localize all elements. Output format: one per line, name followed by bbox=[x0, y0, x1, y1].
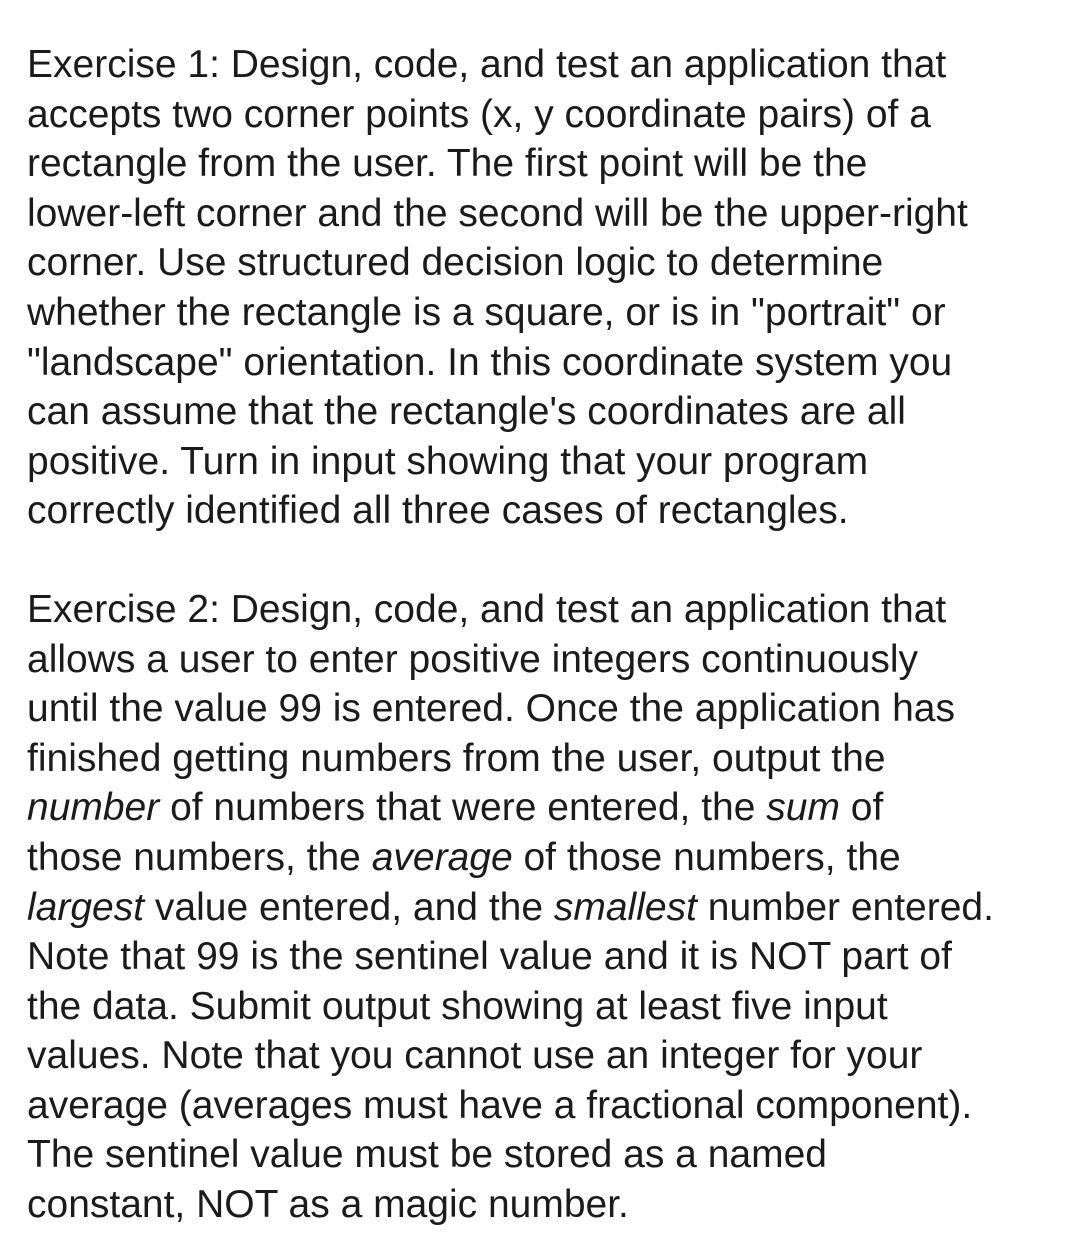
exercise-1-line: positive. Turn in input showing that your program bbox=[27, 439, 869, 483]
exercise-1-line: correctly identified all three cases of rectangles. bbox=[27, 489, 849, 533]
exercise-2-line bbox=[27, 783, 1067, 833]
text-run: those numbers, the bbox=[27, 835, 372, 879]
exercise-2-line: the data. Submit output showing at least five input bbox=[27, 984, 888, 1028]
text-run: value entered, and the bbox=[144, 885, 554, 929]
document bbox=[27, 40, 1067, 1230]
exercise-2-line: finished getting numbers from the user, output the bbox=[27, 736, 886, 780]
emphasis-average: average bbox=[371, 835, 513, 879]
emphasis-largest: largest bbox=[27, 885, 145, 929]
exercise-2-line: allows a user to enter positive integers continuously bbox=[27, 637, 918, 681]
emphasis-sum: sum bbox=[766, 786, 840, 830]
exercise-2-line: Note that 99 is the sentinel value and it is NOT part of bbox=[27, 935, 952, 979]
exercise-1-line: whether the rectangle is a square, or is in "portrait" or bbox=[27, 290, 946, 334]
exercise-2-line: values. Note that you cannot use an integer for your bbox=[27, 1034, 923, 1078]
exercise-2-line bbox=[27, 883, 1067, 933]
exercise-1-line: Exercise 1: Design, code, and test an application that bbox=[27, 43, 947, 86]
exercise-2-line: average (averages must have a fractional component). bbox=[27, 1083, 973, 1127]
exercise-1-line: rectangle from the user. The first point will be the bbox=[27, 142, 868, 186]
exercise-2-line: Exercise 2: Design, code, and test an application that bbox=[27, 587, 947, 631]
exercise-1-line: can assume that the rectangle's coordinates are all bbox=[27, 390, 906, 434]
emphasis-number: number bbox=[27, 786, 160, 830]
exercise-1-line: corner. Use structured decision logic to determine bbox=[27, 241, 884, 285]
exercise-2-paragraph bbox=[27, 585, 1067, 1230]
text-run: of those numbers, the bbox=[512, 835, 901, 879]
exercise-2-line: until the value 99 is entered. Once the application has bbox=[27, 687, 955, 731]
text-run: of numbers that were entered, the bbox=[159, 786, 767, 830]
exercise-1-paragraph bbox=[27, 40, 1067, 536]
exercise-1-line: "landscape" orientation. In this coordinate system you bbox=[27, 340, 953, 384]
emphasis-smallest: smallest bbox=[553, 885, 697, 929]
exercise-2-line: The sentinel value must be stored as a named bbox=[27, 1133, 827, 1177]
exercise-1-line: accepts two corner points (x, y coordinate pairs) of a bbox=[27, 92, 931, 136]
text-run: of bbox=[839, 786, 884, 830]
exercise-2-line bbox=[27, 833, 1067, 883]
exercise-2-line: constant, NOT as a magic number. bbox=[27, 1183, 629, 1227]
text-run: number entered. bbox=[696, 885, 994, 929]
exercise-1-line: lower-left corner and the second will be the upper-right bbox=[27, 191, 968, 235]
